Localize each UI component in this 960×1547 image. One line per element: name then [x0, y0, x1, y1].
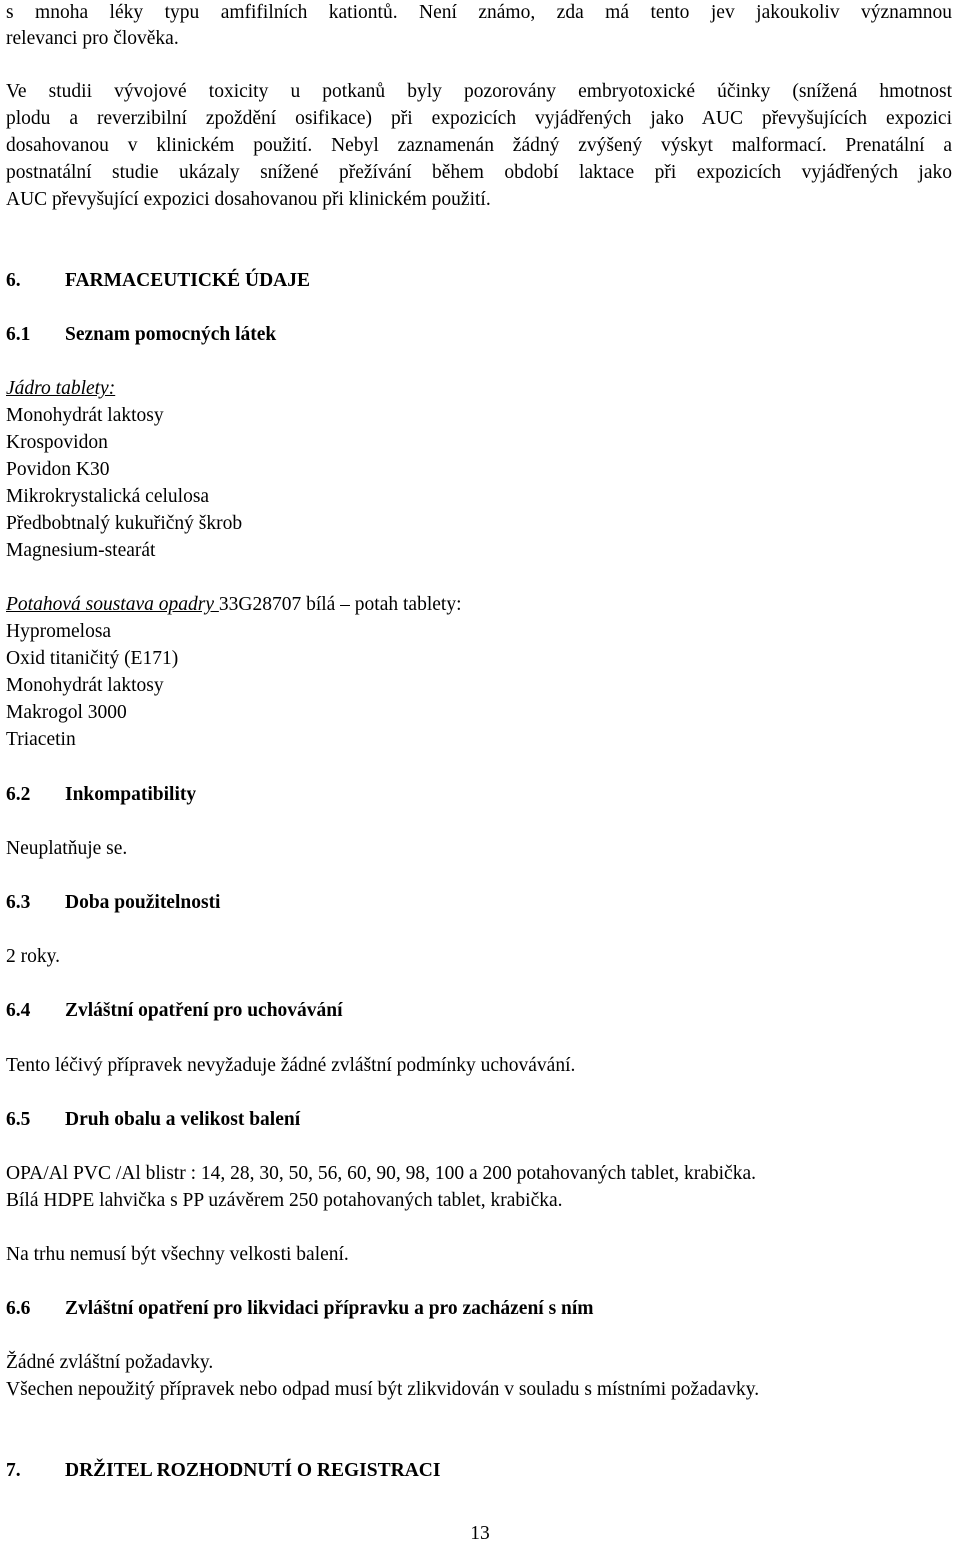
core-label-text: Jádro tablety:: [6, 378, 116, 399]
section-6-1-number: 6.1: [6, 324, 31, 345]
section-6-6-title: Zvláštní opatření pro likvidaci přípravku a pro zacházení s ním: [65, 1298, 594, 1319]
page-number: 13: [470, 1523, 490, 1544]
section-6-number: 6.: [6, 270, 21, 291]
core-item: Předbobtnalý kukuřičný škrob: [6, 513, 243, 534]
section-6-5-line-1: OPA/Al PVC /Al blistr : 14, 28, 30, 50, 56, 60, 90, 98, 100 a 200 potahovaných tablet, krabička.: [6, 1163, 756, 1184]
section-6-5-note: Na trhu nemusí být všechny velkosti balení.: [6, 1244, 349, 1265]
section-6-heading: [6, 268, 310, 294]
section-7-heading: [6, 1458, 440, 1484]
intro-line-2: relevanci pro člověka.: [6, 28, 179, 49]
section-6-3-heading: [6, 890, 220, 916]
coat-item: Triacetin: [6, 729, 76, 750]
section-6-3-text: 2 roky.: [6, 946, 60, 967]
section-6-2-heading: [6, 782, 196, 808]
intro-line-6: postnatální studie ukázaly snížené přežívání během období laktace při expozicích vyjádřených jako: [6, 162, 952, 183]
core-item: Monohydrát laktosy: [6, 405, 164, 426]
section-6-4-title: Zvláštní opatření pro uchovávání: [65, 1000, 343, 1021]
intro-line-5: dosahovanou v klinickém použití. Nebyl zaznamenán žádný zvýšený výskyt malformací. Prenatální a: [6, 135, 952, 156]
section-6-3-title: Doba použitelnosti: [65, 892, 221, 913]
section-6-2-title: Inkompatibility: [65, 784, 197, 805]
core-item: Mikrokrystalická celulosa: [6, 486, 210, 507]
section-6-4-text: Tento léčivý přípravek nevyžaduje žádné zvláštní podmínky uchovávání.: [6, 1055, 576, 1076]
section-6-5-heading: [6, 1107, 300, 1133]
section-6-1-heading: [6, 322, 276, 348]
section-6-6-line-2: Všechen nepoužitý přípravek nebo odpad musí být zlikvidován v souladu s místními požadavky.: [6, 1379, 760, 1400]
section-6-2-number: 6.2: [6, 784, 31, 805]
section-6-4-heading: [6, 998, 343, 1024]
coat-label-rest: 33G28707 bílá – potah tablety:: [218, 594, 462, 615]
section-6-5-title: Druh obalu a velikost balení: [65, 1109, 301, 1130]
intro-line-1: s mnoha léky typu amfifilních kationtů. Není známo, zda má tento jev jakoukoliv významnou: [6, 2, 952, 23]
section-6-6-line-1: Žádné zvláštní požadavky.: [6, 1352, 214, 1373]
core-item: Povidon K30: [6, 459, 110, 480]
section-6-1-title: Seznam pomocných látek: [65, 324, 277, 345]
coat-label-text: Potahová soustava opadry: [6, 594, 219, 615]
coat-item: Hypromelosa: [6, 621, 112, 642]
coat-item: Makrogol 3000: [6, 702, 127, 723]
core-item: Krospovidon: [6, 432, 108, 453]
section-6-2-text: Neuplatňuje se.: [6, 838, 128, 859]
section-6-title: FARMACEUTICKÉ ÚDAJE: [65, 270, 311, 291]
core-item: Magnesium-stearát: [6, 540, 156, 561]
section-6-6-heading: [6, 1296, 594, 1322]
section-7-title: DRŽITEL ROZHODNUTÍ O REGISTRACI: [65, 1460, 441, 1481]
section-6-5-line-2: Bílá HDPE lahvička s PP uzávěrem 250 potahovaných tablet, krabička.: [6, 1190, 563, 1211]
section-6-3-number: 6.3: [6, 892, 31, 913]
section-6-6-number: 6.6: [6, 1298, 31, 1319]
section-6-4-number: 6.4: [6, 1000, 31, 1021]
core-label: [6, 376, 115, 402]
intro-line-7: AUC převyšující expozici dosahovanou při klinickém použití.: [6, 189, 491, 210]
intro-line-4: plodu a reverzibilní zpoždění osifikace) při expozicích vyjádřených jako AUC převyšujících expozici: [6, 108, 952, 129]
section-7-number: 7.: [6, 1460, 21, 1481]
coat-label: [6, 592, 462, 618]
coat-item: Oxid titaničitý (E171): [6, 648, 179, 669]
coat-item: Monohydrát laktosy: [6, 675, 164, 696]
section-6-5-number: 6.5: [6, 1109, 31, 1130]
intro-line-3: Ve studii vývojové toxicity u potkanů byly pozorovány embryotoxické účinky (snížená hmotnost: [6, 81, 952, 102]
